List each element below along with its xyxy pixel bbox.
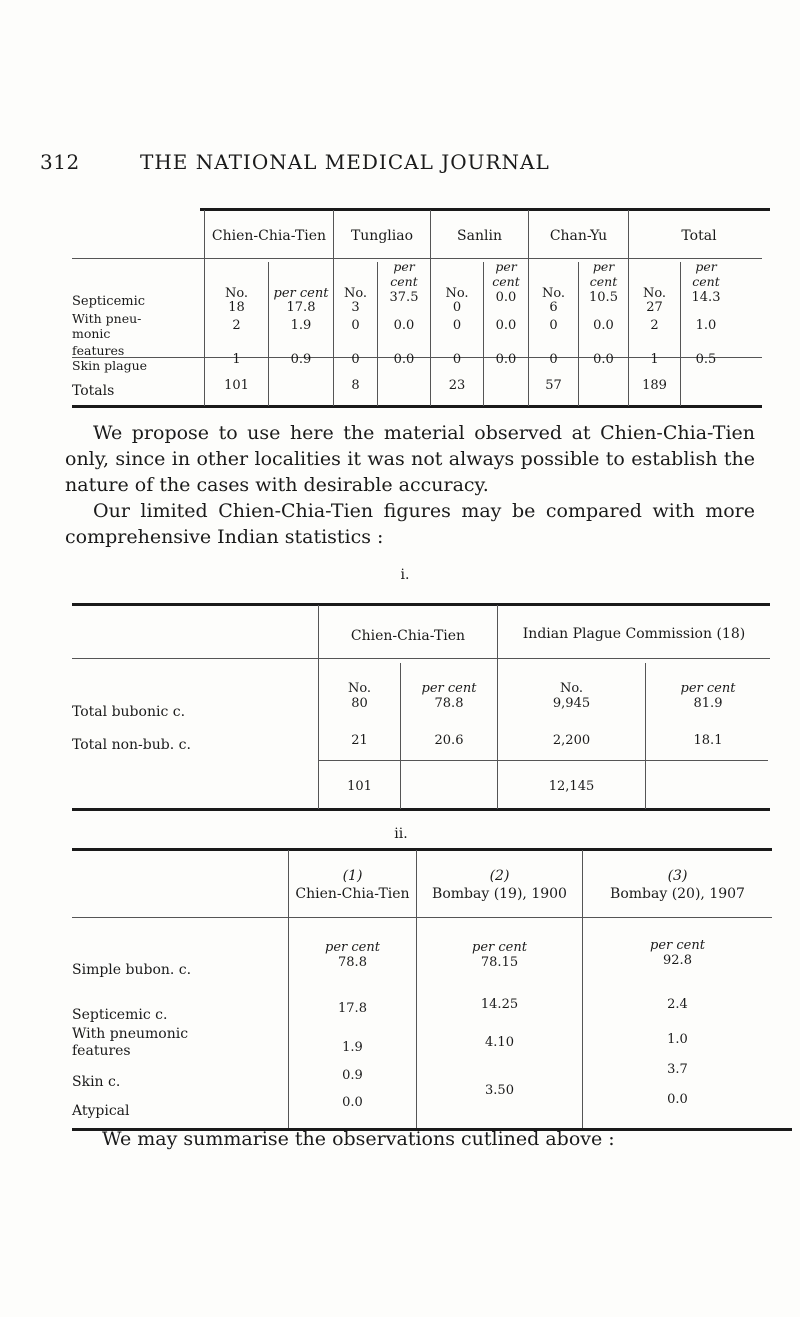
subheader-per: per [393, 259, 415, 274]
table-bottom-rule [72, 405, 762, 408]
row-label: Total bubonic c. [72, 704, 186, 720]
table-cell: 0.9 [342, 1068, 363, 1083]
col-header: Chien-Chia-Tien [350, 628, 466, 644]
table-cell: 3.7 [667, 1062, 688, 1077]
subheader-per: per [695, 259, 717, 274]
row-label: Skin c. [72, 1074, 121, 1090]
subheader-per-cent: per cent [273, 286, 329, 301]
table-cell: 1 [650, 352, 659, 367]
col-header: Sanlin [457, 228, 502, 244]
row-label: Simple bubon. c. [72, 962, 192, 978]
table-cell: 18 [228, 300, 245, 315]
subheader-no: No. [541, 286, 566, 301]
subheader-no: No. [343, 286, 368, 301]
table-cell: 80 [351, 696, 368, 711]
col-header-number: (3) [667, 868, 688, 884]
table-top-rule [72, 603, 770, 606]
subheader-no: No. [642, 286, 667, 301]
subheader-per-cent: per cent [650, 938, 705, 953]
table-cell: 0.0 [495, 318, 517, 333]
total-cell: 57 [545, 378, 562, 393]
col-header: Total [681, 228, 717, 244]
table-cell: 17.8 [286, 300, 316, 315]
table-cell: 0 [351, 318, 360, 333]
table-cell: 1 [232, 352, 241, 367]
table-cell: 18.1 [693, 733, 723, 748]
table-cell: 78.8 [434, 696, 464, 711]
col-header: Indian Plague Commission (18) [522, 626, 746, 642]
table-cell: 0.0 [393, 318, 415, 333]
col-header: Tungliao [350, 228, 414, 244]
row-label: features [72, 343, 125, 358]
col-divider [268, 262, 269, 406]
subheader-no: No. [224, 286, 249, 301]
table-cell: 0.5 [695, 352, 717, 367]
body-paragraph: We propose to use here the material observed at Chien-Chia-Tien only, since in other localities it was not always possible to establish the nature of the cases with desirable accuracy. [65, 422, 755, 496]
running-title: THE NATIONAL MEDICAL JOURNAL [140, 150, 550, 174]
row-label: monic [72, 326, 111, 341]
table-header-rule [72, 658, 770, 659]
table-cell: 4.10 [485, 1035, 514, 1050]
table-cell: 0.0 [342, 1095, 363, 1110]
table-label: i. [400, 567, 410, 583]
table-cell: 92.8 [663, 953, 692, 968]
row-label: features [72, 1043, 131, 1059]
table-top-rule [200, 208, 770, 211]
col-header-number: (1) [342, 868, 363, 884]
table-cell: 2 [232, 318, 241, 333]
subheader-per: per [592, 259, 615, 274]
total-cell: 101 [224, 378, 249, 393]
table-cell: 1.0 [667, 1032, 688, 1047]
row-label: With pneumonic [72, 1026, 189, 1042]
subheader-cent: cent [492, 274, 520, 289]
table-cell: 27 [646, 300, 663, 315]
table-cell: 3 [351, 300, 360, 315]
total-cell: 23 [448, 378, 466, 393]
total-cell: 8 [351, 378, 360, 393]
row-label: Skin plague [72, 358, 148, 373]
table-cell: 1.9 [290, 318, 312, 333]
col-header: Chien-Chia-Tien [211, 228, 327, 244]
table-cell: 81.9 [693, 696, 723, 711]
subheader-per: per [495, 259, 517, 274]
table-cell: 37.5 [389, 290, 419, 305]
table-label: ii. [394, 826, 408, 842]
table-cell: 0 [549, 352, 558, 367]
subheader-no: No. [559, 681, 584, 696]
row-label: Atypical [72, 1103, 130, 1119]
subheader-per-cent: per cent [472, 940, 527, 955]
table-cell: 17.8 [338, 1001, 367, 1016]
subheader-cent: cent [589, 274, 618, 289]
subheader-no: No. [445, 286, 469, 301]
table-cell: 0 [351, 352, 360, 367]
table-cell: 10.5 [589, 290, 618, 305]
table-cell: 20.6 [434, 733, 464, 748]
table-cell: 1.0 [695, 318, 717, 333]
table-cell: 0.0 [667, 1092, 688, 1107]
table-cell: 0 [549, 318, 558, 333]
table-cell: 0.0 [393, 352, 415, 367]
table-header-rule [72, 917, 772, 918]
body-paragraph: Our limited Chien-Chia-Tien figures may be compared with more comprehensive Indian statistics : [65, 500, 755, 548]
row-label: Septicemic [72, 294, 146, 309]
table-cell: 0.0 [495, 352, 517, 367]
table-cell: 21 [351, 733, 368, 748]
row-label: Total non-bub. c. [72, 737, 191, 753]
table-cell: 2,200 [552, 733, 591, 748]
table-cell: 0.0 [593, 352, 614, 367]
row-label: Septicemic c. [72, 1007, 168, 1023]
subheader-per-cent: per cent [421, 681, 477, 696]
table-cell: 3.50 [485, 1083, 514, 1098]
table-bottom-rule [72, 808, 770, 811]
table-cell: 0.0 [495, 290, 517, 305]
table-cell: 0.0 [593, 318, 614, 333]
table-cell: 2.4 [667, 997, 688, 1012]
table-body-rule [318, 760, 768, 761]
table-cell: 78.15 [480, 955, 519, 970]
table-cell: 9,945 [552, 696, 591, 711]
table-cell: 14.3 [691, 290, 721, 305]
col-header-number: (2) [489, 868, 510, 884]
table-cell: 0.9 [290, 352, 312, 367]
total-cell: 189 [642, 378, 667, 393]
col-header: Chien-Chia-Tien [295, 886, 410, 902]
table-cell: 0 [452, 352, 462, 367]
subheader-cent: cent [692, 274, 720, 289]
subheader-per-cent: per cent [325, 940, 380, 955]
table-cell: 0 [452, 300, 462, 315]
subheader-cent: cent [390, 274, 418, 289]
col-header: Bombay (19), 1900 [432, 886, 567, 902]
page-number: 312 [40, 150, 80, 174]
subheader-per-cent: per cent [680, 681, 736, 696]
table-cell: 1.9 [342, 1040, 363, 1055]
row-label: With pneu- [72, 311, 142, 326]
table-cell: 6 [549, 300, 558, 315]
table-cell: 78.8 [338, 955, 367, 970]
total-cell: 12,145 [548, 779, 595, 794]
closing-line: We may summarise the observations cutlined above : [102, 1128, 615, 1150]
col-header: Chan-Yu [549, 228, 608, 244]
table-cell: 0 [452, 318, 462, 333]
total-cell: 101 [347, 779, 372, 794]
subheader-no: No. [347, 681, 372, 696]
table-cell: 14.25 [480, 997, 519, 1012]
col-header: Bombay (20), 1907 [610, 886, 745, 902]
table-cell: 2 [650, 318, 659, 333]
table-top-rule [72, 848, 772, 851]
totals-label: Totals [72, 383, 115, 399]
